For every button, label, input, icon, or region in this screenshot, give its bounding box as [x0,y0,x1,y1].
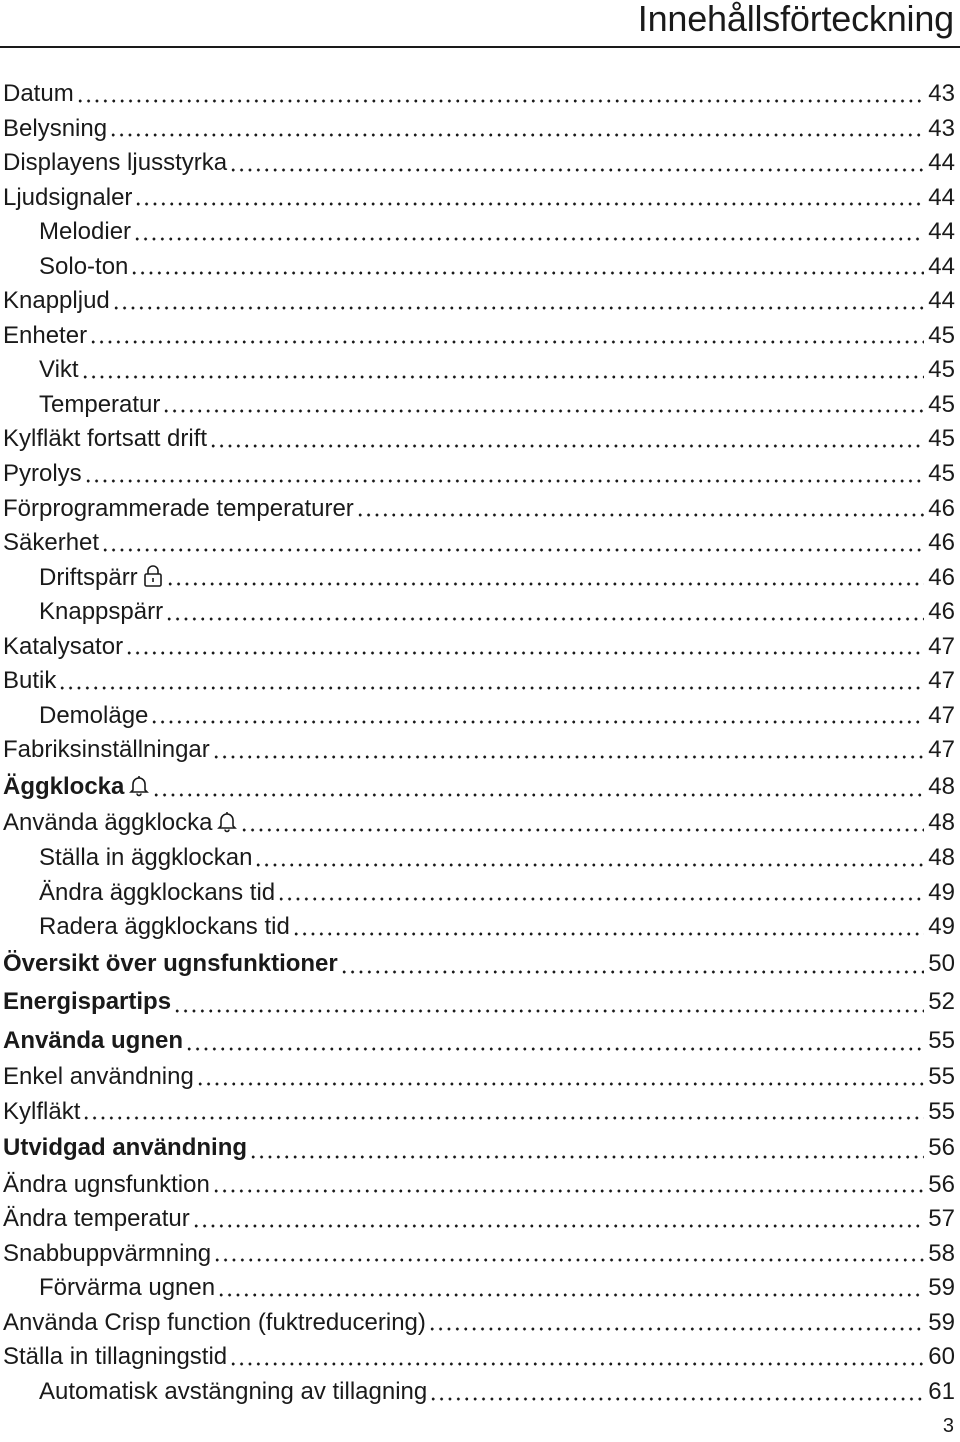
dot-leader [81,375,925,379]
toc-entry-page: 45 [928,356,955,384]
toc-entry-label [3,181,132,215]
toc-entry-text: Temperatur [39,390,161,418]
toc-entry-page: 46 [928,494,955,522]
toc-entry-text: Enheter [3,321,88,349]
dot-leader [429,1397,924,1401]
toc-entry[interactable] [3,1340,955,1375]
toc-entry-label [3,353,79,387]
dot-leader [217,1293,924,1297]
dot-leader [134,202,924,206]
dot-leader [82,1116,924,1120]
table-of-contents [3,77,955,1410]
toc-entry[interactable] [3,353,955,388]
toc-entry-label [3,250,128,284]
toc-entry-label [3,1060,194,1094]
toc-entry-text: Pyrolys [3,460,82,488]
toc-entry-label [3,1340,227,1374]
toc-entry-page: 55 [928,1097,955,1125]
dot-leader [229,1362,924,1366]
toc-entry-label [3,983,171,1021]
dot-leader [133,237,924,241]
toc-entry-label [3,215,131,249]
toc-entry-label [3,945,338,983]
toc-entry-text: Enkel användning [3,1063,194,1091]
toc-entry-label [3,664,56,698]
toc-entry-label [3,457,82,491]
toc-entry[interactable] [3,146,955,181]
dot-leader [166,582,925,586]
dot-leader [212,755,925,759]
dot-leader [130,271,924,275]
toc-entry[interactable] [3,983,955,1022]
toc-entry-text: Knappljud [3,287,110,315]
toc-entry-page: 44 [928,252,955,280]
toc-entry[interactable] [3,112,955,147]
toc-entry-page: 47 [928,667,955,695]
toc-entry-text: Demoläge [39,701,149,729]
toc-entry[interactable] [3,561,955,596]
toc-entry-page: 45 [928,321,955,349]
dot-leader [428,1327,924,1331]
toc-entry-text: Snabbuppvärmning [3,1239,212,1267]
toc-entry-page: 46 [928,598,955,626]
toc-entry[interactable] [3,77,955,112]
dot-leader [209,444,924,448]
toc-entry[interactable] [3,422,955,457]
toc-entry[interactable] [3,250,955,285]
toc-entry-label [3,910,290,944]
toc-entry[interactable] [3,630,955,665]
dot-leader [58,686,924,690]
dot-leader [185,1047,924,1051]
toc-entry-page: 48 [928,809,955,837]
toc-entry-page: 59 [928,1274,955,1302]
page-title: Innehållsförteckning [637,0,954,39]
toc-entry-label [3,492,354,526]
dot-leader [125,651,924,655]
toc-entry[interactable] [3,733,955,768]
toc-entry-text: Ställa in tillagningstid [3,1343,228,1371]
toc-entry-page: 55 [928,1063,955,1091]
toc-entry[interactable] [3,806,955,841]
dot-leader [101,548,924,552]
toc-entry[interactable] [3,1271,955,1306]
toc-entry[interactable] [3,388,955,423]
toc-entry[interactable] [3,1022,955,1061]
toc-entry[interactable] [3,1129,955,1168]
toc-entry-page: 46 [928,529,955,557]
toc-entry-label [3,699,148,733]
toc-entry-label [3,284,110,318]
toc-entry-text: Kylfläkt fortsatt drift [3,425,208,453]
toc-entry-page: 45 [928,460,955,488]
dot-leader [165,617,924,621]
toc-entry-label [3,841,252,875]
toc-entry-text: Översikt över ugnsfunktioner [3,949,338,977]
toc-entry[interactable] [3,768,955,807]
toc-entry-label [3,733,210,767]
toc-entry[interactable] [3,526,955,561]
dot-leader [162,409,924,413]
toc-entry-page: 59 [928,1308,955,1336]
dot-leader [89,340,924,344]
toc-entry-page: 44 [928,149,955,177]
toc-entry-text: Använda ugnen [3,1026,184,1054]
toc-entry[interactable] [3,1060,955,1095]
toc-entry-page: 47 [928,701,955,729]
dot-leader [112,306,925,310]
dot-leader [229,168,924,172]
toc-entry-page: 49 [928,878,955,906]
dot-leader [356,513,924,517]
toc-entry-label [3,1095,80,1129]
toc-entry-label [3,768,150,806]
toc-entry[interactable] [3,910,955,945]
toc-entry-page: 44 [928,287,955,315]
toc-entry-text: Katalysator [3,632,124,660]
dot-leader [192,1224,925,1228]
dot-leader [340,970,925,974]
toc-entry-text: Fabriksinställningar [3,736,210,764]
toc-entry-text: Solo-ton [39,252,129,280]
toc-entry-label [3,388,160,422]
toc-entry-page: 47 [928,736,955,764]
toc-entry-text: Äggklocka [3,772,125,800]
toc-entry[interactable] [3,1095,955,1130]
toc-entry-page: 52 [928,988,955,1016]
dot-leader [212,1189,924,1193]
toc-entry-text: Förvärma ugnen [39,1274,216,1302]
toc-entry-text: Ändra ugnsfunktion [3,1170,210,1198]
toc-entry-page: 43 [928,80,955,107]
dot-leader [76,99,925,103]
toc-entry-page: 47 [928,632,955,660]
toc-entry-page: 48 [928,772,955,800]
toc-entry-page: 56 [928,1134,955,1162]
toc-entry[interactable] [3,319,955,354]
toc-entry-label [3,1237,211,1271]
toc-entry-text: Ändra äggklockans tid [39,878,276,906]
toc-entry-text: Energispartips [3,988,172,1016]
toc-entry-text: Använda Crisp function (fuktreducering) [3,1308,426,1336]
toc-entry-page: 61 [928,1378,955,1405]
dot-leader [196,1082,924,1086]
toc-entry[interactable] [3,1306,955,1341]
toc-entry-text: Kylfläkt [3,1097,81,1125]
toc-entry-text: Butik [3,667,57,695]
toc-entry-page: 43 [928,114,955,142]
toc-entry-text: Använda äggklocka [3,809,213,837]
toc-entry-text: Ställa in äggklockan [39,843,253,871]
toc-entry-text: Belysning [3,114,108,142]
toc-entry[interactable] [3,1375,955,1410]
toc-entry-label [3,77,74,111]
toc-entry-label [3,1306,426,1340]
dot-leader [150,720,924,724]
toc-entry-page: 56 [928,1170,955,1198]
toc-entry[interactable] [3,1237,955,1272]
toc-entry-label [3,1022,183,1060]
page-number: 3 [942,1415,954,1437]
toc-entry-label [3,319,87,353]
toc-entry-label [3,422,207,456]
toc-entry-text: Utvidgad användning [3,1134,248,1162]
toc-entry-label [3,561,164,595]
toc-entry-text: Radera äggklockans tid [39,913,290,941]
toc-entry-page: 55 [928,1026,955,1054]
bell-icon [216,809,238,833]
toc-entry-text: Datum [3,80,74,107]
toc-entry-label [3,876,275,910]
toc-entry-label [3,526,99,560]
toc-entry-text: Automatisk avstängning av tillagning [39,1378,428,1405]
toc-entry[interactable] [3,841,955,876]
toc-entry-text: Melodier [39,218,132,246]
toc-entry[interactable] [3,181,955,216]
dot-leader [277,897,924,901]
toc-entry-label [3,112,107,146]
toc-entry-page: 46 [928,563,955,591]
toc-entry[interactable] [3,945,955,984]
toc-entry-page: 45 [928,425,955,453]
toc-entry-page: 49 [928,913,955,941]
title-rule [0,46,960,48]
dot-leader [292,932,924,936]
dot-leader [254,863,924,867]
dot-leader [240,828,924,832]
toc-entry[interactable] [3,595,955,630]
toc-entry-text: Förprogrammerade temperaturer [3,494,354,522]
toc-entry-page: 44 [928,218,955,246]
toc-entry-text: Vikt [39,356,79,384]
toc-entry-label [3,630,123,664]
toc-entry[interactable] [3,699,955,734]
dot-leader [152,793,924,797]
toc-entry[interactable] [3,492,955,527]
toc-entry-page: 60 [928,1343,955,1371]
dot-leader [109,133,924,137]
toc-entry-label [3,146,227,180]
toc-entry-text: Ändra temperatur [3,1205,190,1233]
toc-entry-text: Ljudsignaler [3,183,133,211]
toc-entry-text: Displayens ljusstyrka [3,149,228,177]
toc-entry-label [3,1375,427,1409]
toc-entry-label [3,1129,247,1167]
toc-entry[interactable] [3,1202,955,1237]
toc-entry[interactable] [3,876,955,911]
toc-entry[interactable] [3,284,955,319]
toc-entry-page: 45 [928,390,955,418]
toc-entry[interactable] [3,1168,955,1203]
toc-entry-text: Knappspärr [39,598,164,626]
dot-leader [249,1155,924,1159]
dot-leader [84,479,925,483]
toc-entry-label [3,1168,210,1202]
toc-entry-page: 48 [928,843,955,871]
dot-leader [213,1258,924,1262]
toc-entry-page: 44 [928,183,955,211]
toc-entry-label [3,1271,215,1305]
toc-entry-page: 50 [928,949,955,977]
toc-entry-page: 58 [928,1239,955,1267]
toc-entry-label [3,1202,190,1236]
lock-icon [142,564,164,588]
toc-entry-label [3,595,163,629]
dot-leader [173,1009,924,1013]
toc-entry-page: 57 [928,1205,955,1233]
toc-entry[interactable] [3,215,955,250]
bell-icon [128,773,150,797]
toc-entry-text: Driftspärr [39,563,138,591]
toc-entry[interactable] [3,664,955,699]
toc-entry-label [3,806,238,840]
toc-entry[interactable] [3,457,955,492]
toc-entry-text: Säkerhet [3,529,100,557]
